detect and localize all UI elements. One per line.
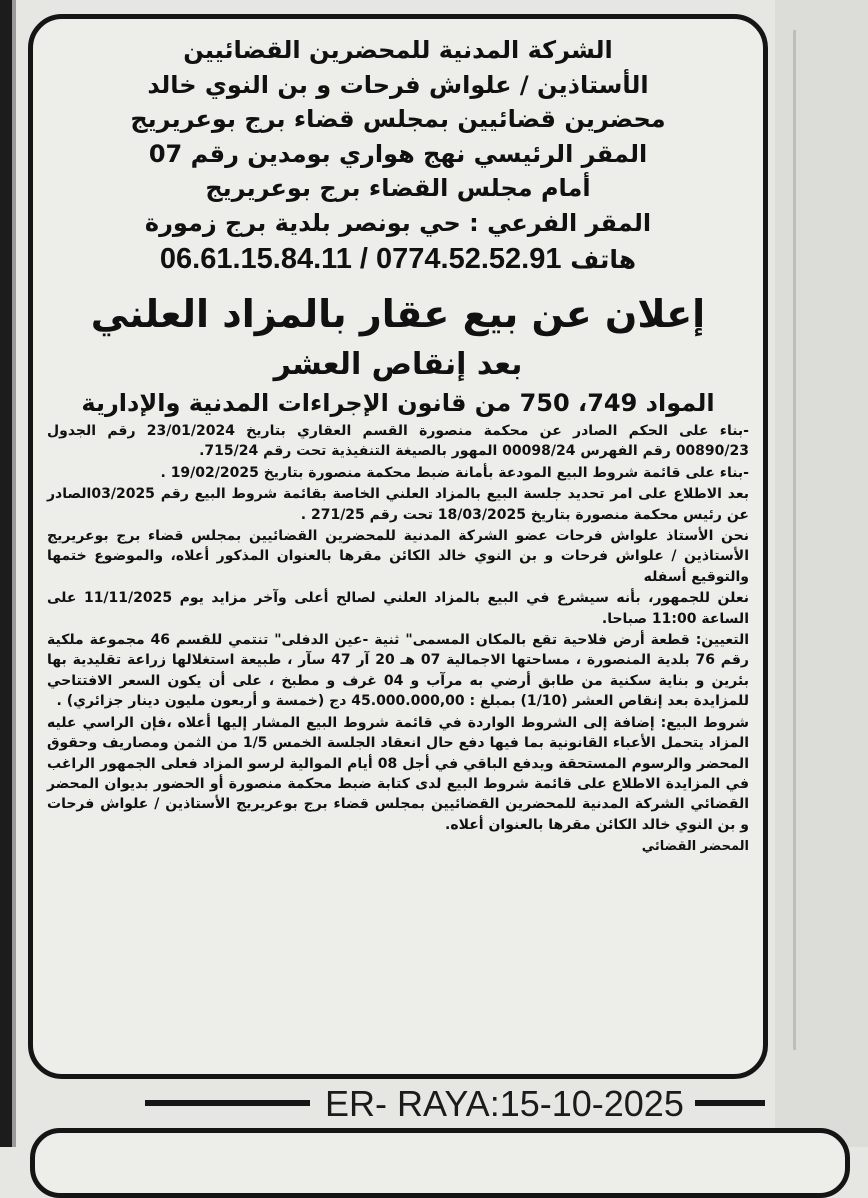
legal-articles: المواد 749، 750 من قانون الإجراءات المدنية والإدارية <box>81 389 715 417</box>
body-paragraph: بعد الاطلاع على امر تحديد جلسة البيع بالمزاد العلني الخاصة بقائمة شروط البيع رقم 03/2025الصادر عن رئيس محكمة منصورة بتاريخ 18/03/2025 تحت رقم 271/25 . <box>47 486 749 523</box>
announcement-body <box>47 421 749 835</box>
header-line-1: الشركة المدنية للمحضرين القضائيين <box>183 36 613 64</box>
source-footer: ER- RAYA:15-10-2025 <box>325 1083 684 1124</box>
phone-label: هاتف <box>570 245 637 274</box>
body-paragraph: التعيين: قطعة أرض فلاحية تقع بالمكان المسمى" ثنية -عين الدفلى" تنتمي للقسم 46 مجموعة ملكية رقم 76 بلدية المنصورة ، مساحتها الاجمالية 07 هـ 20 آر 47 سآر ، طبيعة استغلالها زراعة تقليدية بها بئرين و بناية سكنية من طابق أرضي به مرآب و 04 غرف و مطبخ ، على أن يكون السعر الافتتاحي للمزايدة بعد إنقاص العشر (1/10) بمبلغ : 45.000.000,00 دج (خمسة و أربعون مليون دينار جزائري) . <box>47 632 749 710</box>
body-paragraph: نحن الأستاذ علواش فرحات عضو الشركة المدنية للمحضرين القضائيين بمجلس قضاء برج بوعريريج الأستاذين / علواش فرحات و بن النوي خالد الكائن مقرها بالعنوان المذكور أعلاه، والموضوع ختمها والتوقيع أسفله <box>47 528 749 585</box>
phone-line <box>47 240 749 279</box>
body-paragraph: -بناء على قائمة شروط البيع المودعة بأمانة ضبط محكمة منصورة بتاريخ 19/02/2025 . <box>160 464 749 481</box>
next-announcement-frame <box>30 1128 850 1198</box>
body-paragraph: شروط البيع: إضافة إلى الشروط الواردة في قائمة شروط البيع المشار إليها أعلاه ،فإن الراسي عليه المزاد يتحمل الأعباء القانونية بما فيها دفع حال انعقاد الجلسة الخمس 1/5 من الثمن ومصاريف وحقوق المحضر والرسوم المستحقة ويدفع الباقي في أجل 08 أيام الموالية لرسو المزاد فعلى الجمهور الراغب في المزايدة الاطلاع على قائمة شروط البيع لدى كتابة ضبط محكمة منصورة أو الحضور بديوان المحضر القضائي الشركة المدنية للمحضرين القضائيين بمجلس قضاء برج بوعريريج الأستاذين / علواش فرحات و بن النوي خالد الكائن مقرها بالعنوان أعلاه. <box>47 714 750 833</box>
header-line-3: محضرين قضائيين بمجلس قضاء برج بوعريريج <box>130 105 666 133</box>
adjacent-column <box>775 0 868 1147</box>
header-line-5: أمام مجلس القضاء برج بوعريريج <box>205 174 591 202</box>
footer-rule-left <box>145 1100 310 1106</box>
footer-rule-right <box>695 1100 765 1106</box>
page-left-edge <box>0 0 12 1147</box>
announcement-content <box>47 33 749 1064</box>
body-paragraph: نعلن للجمهور، بأنه سيشرع في البيع بالمزاد العلني لصالح أعلى وآخر مزايد يوم 11/11/2025 على الساعة 11:00 صباحا. <box>47 590 749 627</box>
announcement-frame <box>28 14 768 1079</box>
announcement-title: إعلان عن بيع عقار بالمزاد العلني <box>90 292 706 336</box>
phone-numbers: 06.61.15.84.11 / 0774.52.52.91 <box>159 243 562 275</box>
announcement-subtitle: بعد إنقاص العشر <box>273 347 523 382</box>
signer-label: المحضر القضائي <box>641 839 749 855</box>
column-rule <box>793 30 796 1050</box>
header-line-2: الأستاذين / علواش فرحات و بن النوي خالد <box>147 70 649 99</box>
body-paragraph: -بناء على الحكم الصادر عن محكمة منصورة القسم العقاري بتاريخ 23/01/2024 رقم الجدول 00890/23 رقم الفهرس 00098/24 المهور بالصيغة التنفيذية تحت رقم 715/24. <box>47 423 749 460</box>
header-line-6: المقر الفرعي : حي بونصر بلدية برج زمورة <box>144 208 652 237</box>
page-left-edge-shadow <box>12 0 16 1147</box>
header-block <box>47 33 749 279</box>
header-line-4: المقر الرئيسي نهج هواري بومدين رقم 07 <box>148 139 648 168</box>
